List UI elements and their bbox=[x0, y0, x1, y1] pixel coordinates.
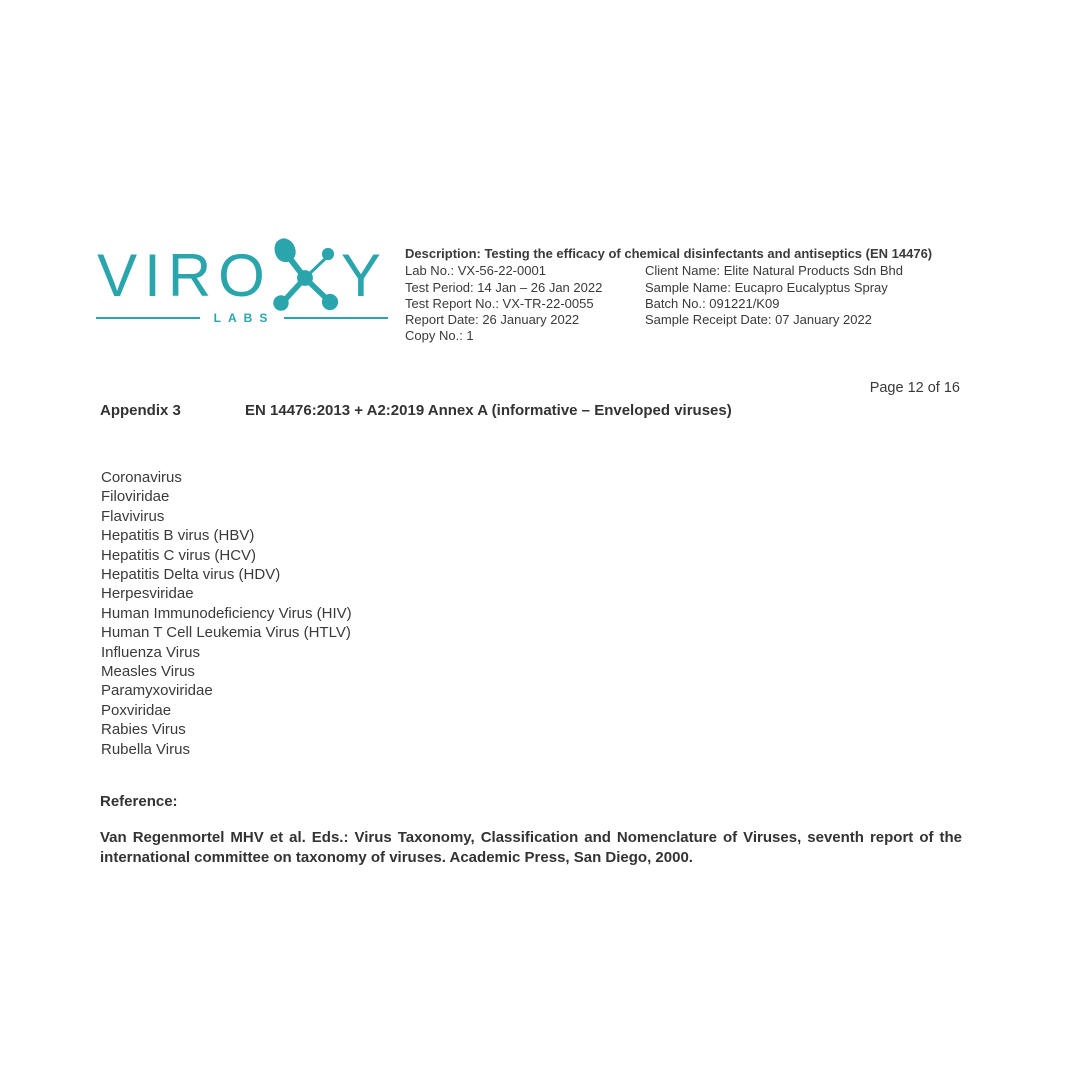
virus-list-item: Hepatitis Delta virus (HDV) bbox=[101, 566, 281, 584]
appendix-label: Appendix 3 bbox=[100, 402, 181, 419]
logo-labs-label: LABS bbox=[213, 311, 275, 325]
reference-citation: Van Regenmortel MHV et al. Eds.: Virus Taxonomy, Classification and Nomenclature of Viruses, seventh report of the international committee on taxonomy of viruses. Academic Press, San Diego, 2000. bbox=[100, 829, 962, 866]
virus-list-item: Human T Cell Leukemia Virus (HTLV) bbox=[101, 624, 351, 642]
virus-list-item: Rubella Virus bbox=[101, 740, 190, 758]
virus-list-item: Flavivirus bbox=[101, 507, 165, 525]
virus-list-item: Filoviridae bbox=[101, 488, 170, 506]
virus-list-item: Measles Virus bbox=[101, 663, 195, 681]
logo-rule-left bbox=[96, 317, 200, 319]
logo-rule-right bbox=[284, 317, 388, 319]
client-name-field: Client Name: Elite Natural Products Sdn Bhd bbox=[645, 263, 903, 279]
report-header-block bbox=[405, 246, 965, 345]
test-period-field: Test Period: 14 Jan – 26 Jan 2022 bbox=[405, 279, 603, 295]
virus-list-item: Poxviridae bbox=[101, 701, 172, 719]
page-indicator: Page 12 of 16 bbox=[869, 380, 960, 396]
sample-receipt-date-field: Sample Receipt Date: 07 January 2022 bbox=[645, 312, 872, 328]
report-info-left-column bbox=[405, 263, 645, 344]
virus-list-item: Human Immunodeficiency Virus (HIV) bbox=[101, 604, 352, 622]
virus-list bbox=[101, 468, 352, 759]
logo-wordmark bbox=[96, 242, 388, 309]
reference-label: Reference: bbox=[100, 793, 178, 810]
virus-list-item: Hepatitis B virus (HBV) bbox=[101, 527, 255, 545]
virus-list-item: Rabies Virus bbox=[101, 721, 186, 739]
viroxy-labs-logo bbox=[96, 242, 388, 325]
appendix-title: EN 14476:2013 + A2:2019 Annex A (informative – Enveloped viruses) bbox=[245, 402, 732, 419]
report-date-field: Report Date: 26 January 2022 bbox=[405, 312, 580, 328]
appendix-heading bbox=[100, 402, 732, 419]
lab-no-field: Lab No.: VX-56-22-0001 bbox=[405, 263, 546, 279]
virus-list-item: Paramyxoviridae bbox=[101, 682, 213, 700]
logo-labs-row bbox=[96, 311, 388, 325]
logo-text-y: Y bbox=[340, 242, 387, 309]
virus-list-item: Coronavirus bbox=[101, 469, 182, 486]
virus-list-item: Influenza Virus bbox=[101, 643, 200, 661]
copy-no-field: Copy No.: 1 bbox=[405, 328, 474, 344]
logo-text-vir: VIR bbox=[97, 242, 219, 309]
test-report-no-field: Test Report No.: VX-TR-22-0055 bbox=[405, 295, 594, 311]
report-info-columns bbox=[405, 263, 965, 344]
batch-no-field: Batch No.: 091221/K09 bbox=[645, 295, 780, 311]
virus-list-item: Herpesviridae bbox=[101, 585, 194, 603]
report-info-right-column bbox=[645, 263, 965, 344]
logo-text-o: O bbox=[218, 242, 271, 309]
molecule-x-icon bbox=[269, 236, 343, 312]
virus-list-item: Hepatitis C virus (HCV) bbox=[101, 546, 257, 564]
report-description: Description: Testing the efficacy of chemical disinfectants and antiseptics (EN 14476) bbox=[405, 246, 933, 261]
sample-name-field: Sample Name: Eucapro Eucalyptus Spray bbox=[645, 279, 888, 295]
